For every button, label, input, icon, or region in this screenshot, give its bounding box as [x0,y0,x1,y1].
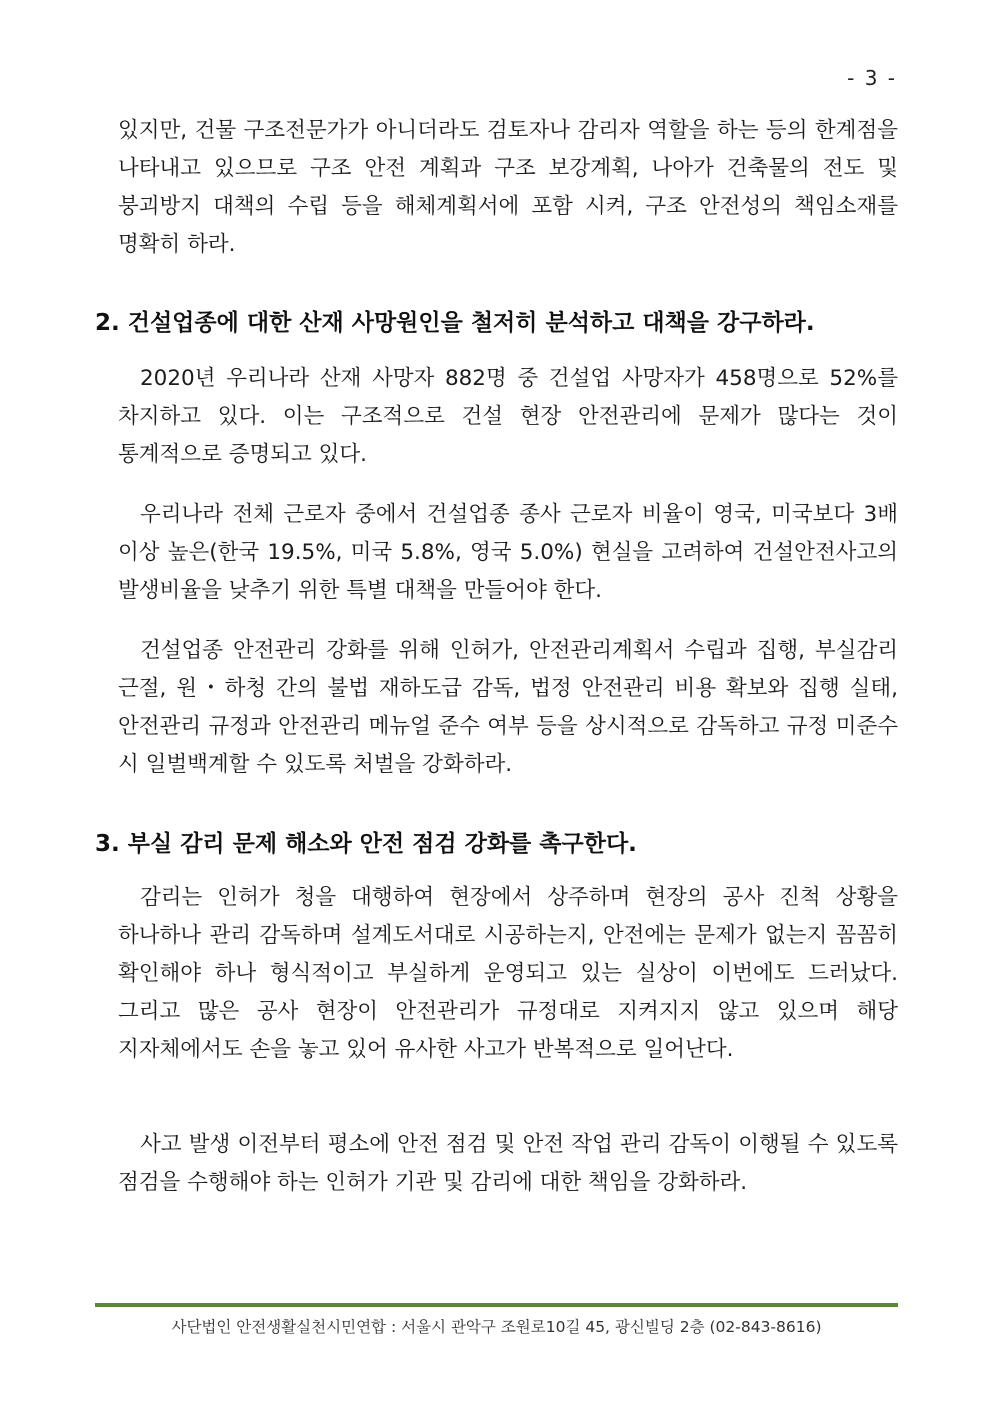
page-number: - 3 - [847,66,897,90]
section-2-paragraph-3: 건설업종 안전관리 강화를 위해 인허가, 안전관리계획서 수립과 집행, 부실감리 근절, 원・하청 간의 불법 재하도급 감독, 법정 안전관리 비용 확보와 집행 실태, 안전관리 규정과 안전관리 메뉴얼 준수 여부 등을 상시적으로 감독하고 규정 미준수 시 일벌백계할 수 있도록 처벌을 강화하라. [118,638,898,777]
intro-paragraph: 있지만, 건물 구조전문가가 아니더라도 검토자나 감리자 역할을 하는 등의 한계점을 나타내고 있으므로 구조 안전 계획과 구조 보강계획, 나아가 건축물의 전도 및 붕괴방지 대책의 수립 등을 해체계획서에 포함 시켜, 구조 안전성의 책임소재를 명확히 하라. [118,118,898,257]
section-3-paragraph-1: 감리는 인허가 청을 대행하여 현장에서 상주하며 현장의 공사 진척 상황을 하나하나 관리 감독하며 설계도서대로 시공하는지, 안전에는 문제가 없는지 꼼꼼히 확인해야 하나 형식적이고 부실하게 운영되고 있는 실상이 이번에도 드러났다. 그리고 많은 공사 현장이 안전관리가 규정대로 지켜지지 않고 있으며 해당 지자체에서도 손을 놓고 있어 유사한 사고가 반복적으로 일어난다. [118,885,898,1062]
section-3-paragraph-2: 사고 발생 이전부터 평소에 안전 점검 및 안전 작업 관리 감독이 이행될 수 있도록 점검을 수행해야 하는 인허가 기관 및 감리에 대한 책임을 강화하라. [118,1132,898,1195]
footer-divider [95,1303,898,1307]
section-3-heading: 3. 부실 감리 문제 해소와 안전 점검 강화를 촉구한다. [95,831,637,857]
section-2-paragraph-1: 2020년 우리나라 산재 사망자 882명 중 건설업 사망자가 458명으로 52%를 차지하고 있다. 이는 구조적으로 건설 현장 안전관리에 문제가 많다는 것이 통계적으로 증명되고 있다. [118,366,898,467]
footer-address: 사단법인 안전생활실천시민연합 : 서울시 관악구 조원로10길 45, 광신빌딩 2층 (02-843-8616) [171,1318,822,1336]
section-2-heading: 2. 건설업종에 대한 산재 사망원인을 철저히 분석하고 대책을 강구하라. [95,310,815,336]
section-2-paragraph-2: 우리나라 전체 근로자 중에서 건설업종 종사 근로자 비율이 영국, 미국보다 3배 이상 높은(한국 19.5%, 미국 5.8%, 영국 5.0%) 현실을 고려하여 건설안전사고의 발생비율을 낮추기 위한 특별 대책을 만들어야 한다. [118,502,898,603]
